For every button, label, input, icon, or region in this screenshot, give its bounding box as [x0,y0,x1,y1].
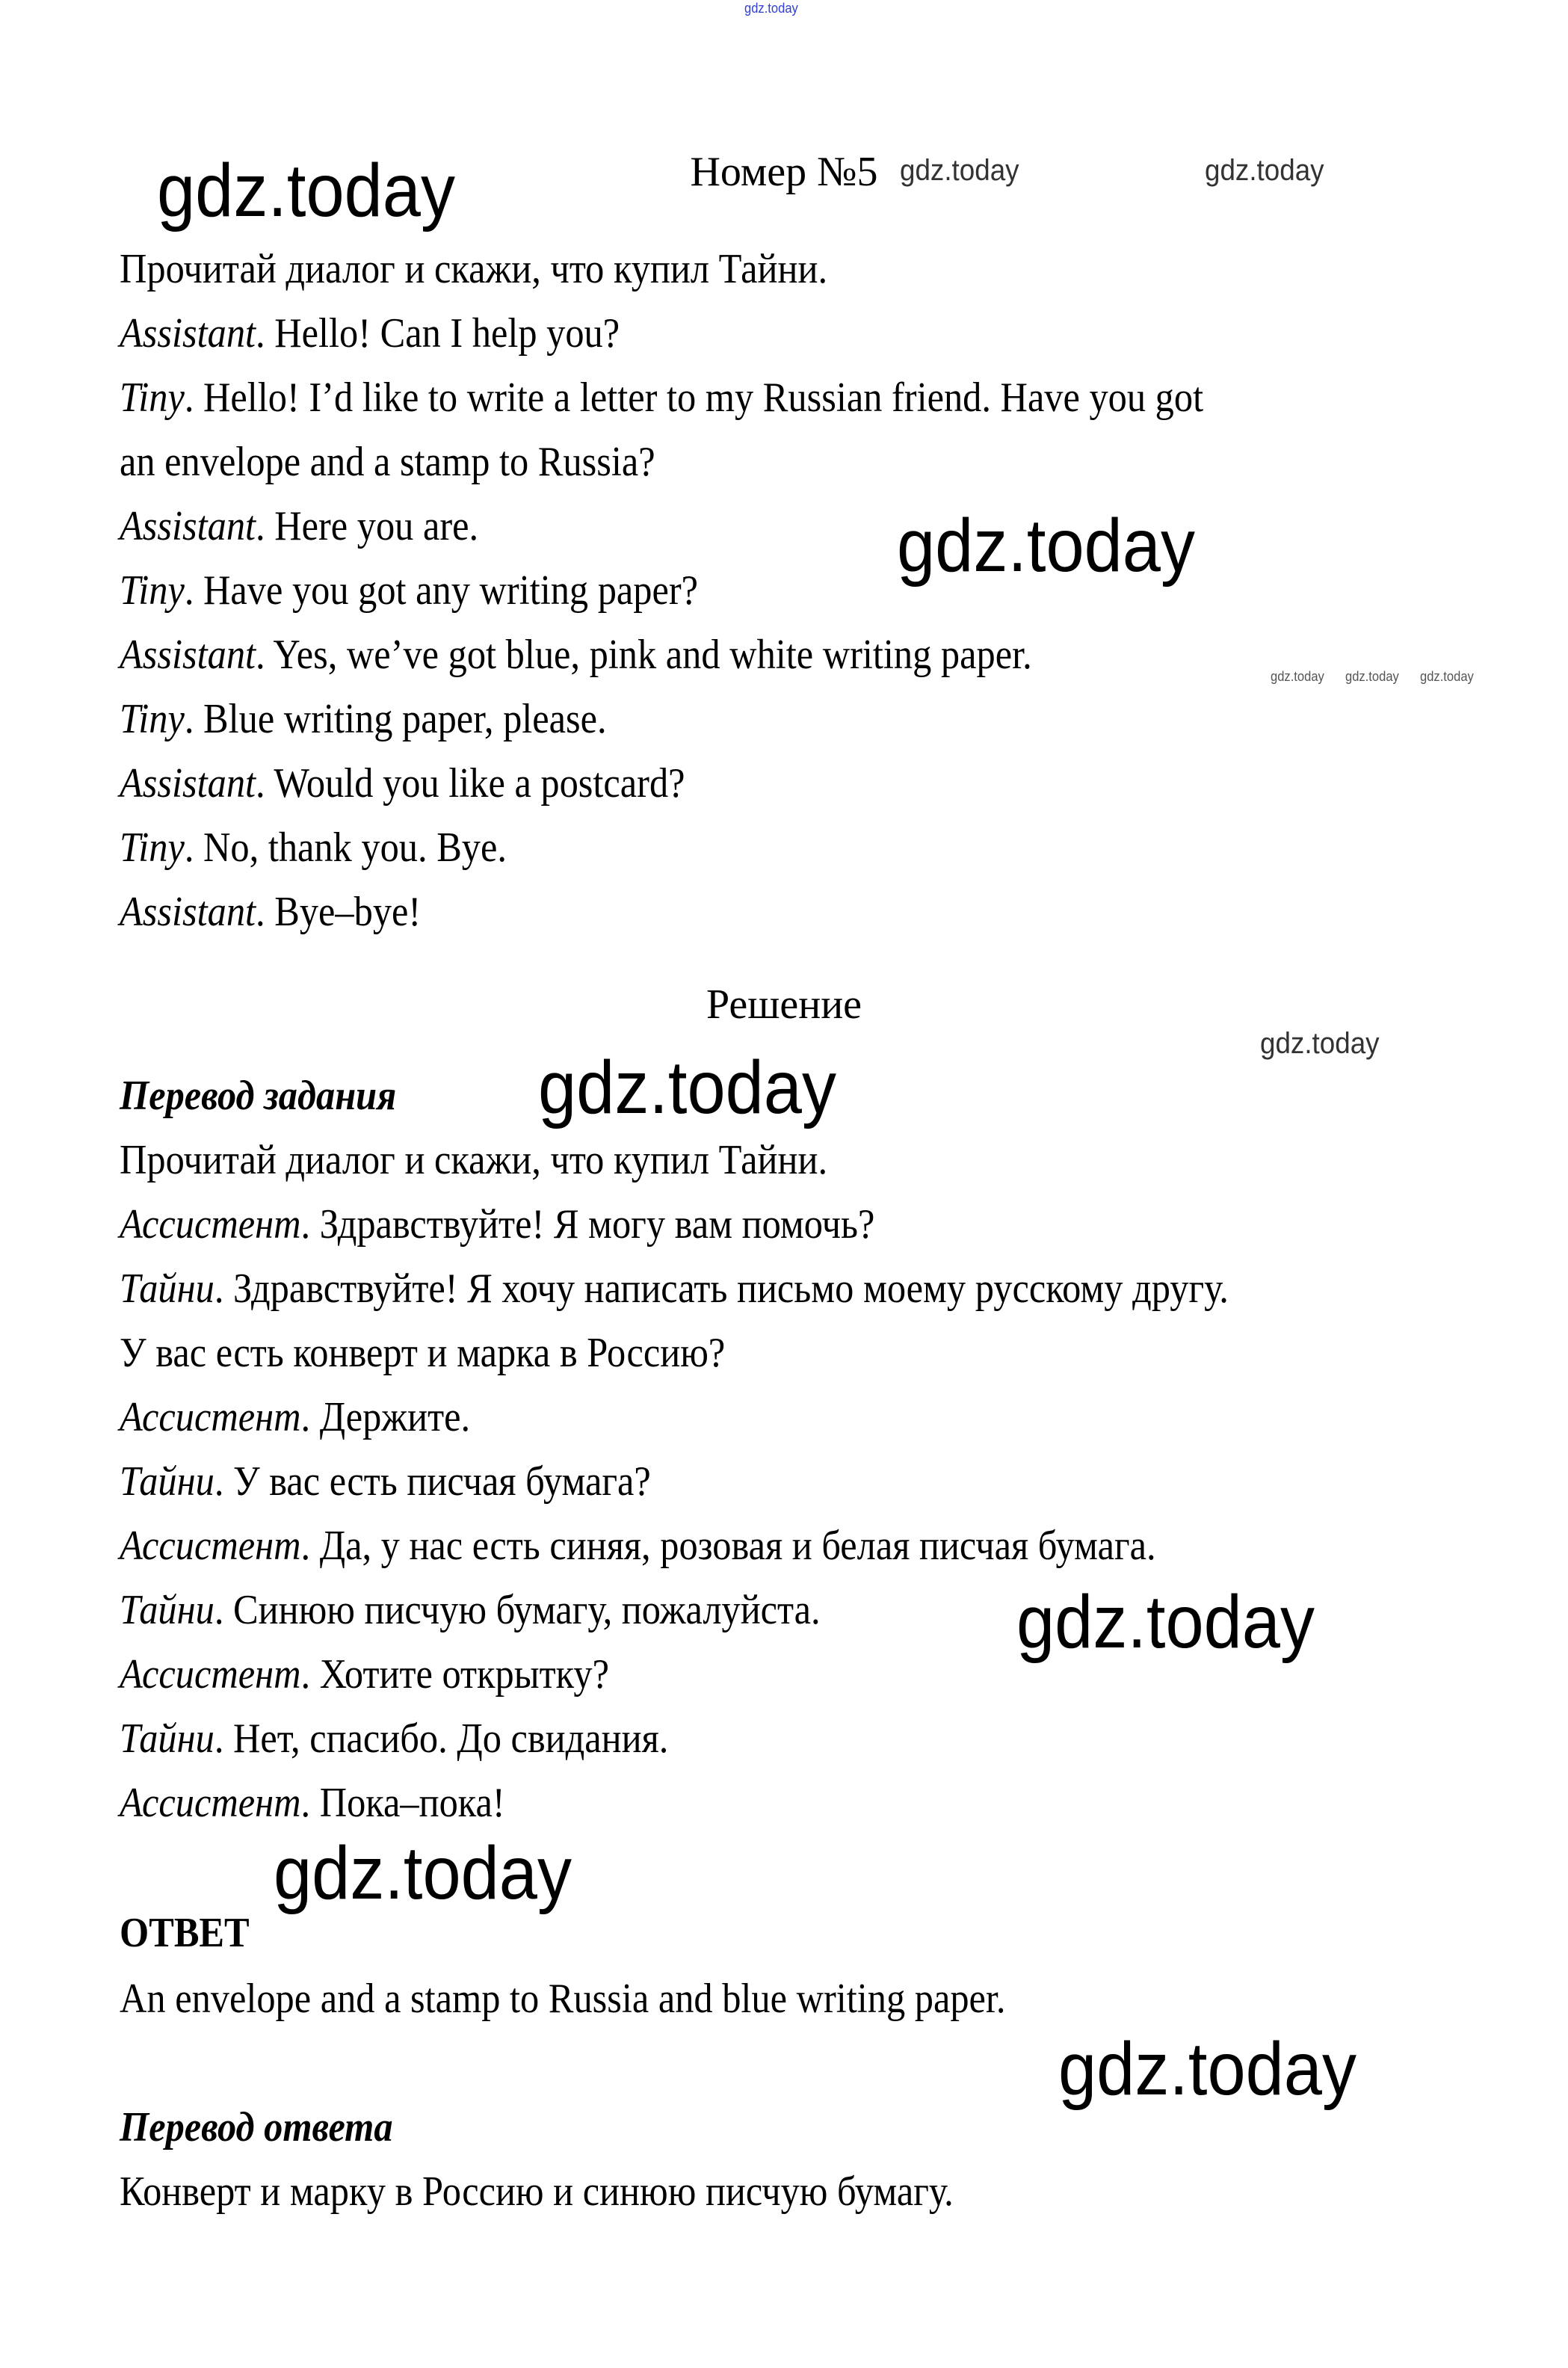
speaker-name: Tiny [120,696,185,742]
watermark: gdz.today [897,504,1195,588]
speaker-name: Tiny [120,374,185,421]
dialogue-line [120,1257,1229,1321]
speaker-name: Assistant [120,503,256,549]
watermark: gdz.today [538,1046,836,1129]
watermark: gdz.today [1260,1027,1380,1060]
dialogue-line [120,687,607,751]
speaker-name: Tiny [120,824,185,871]
line-text: Прочитай диалог и скажи, что купил Тайни. [120,1137,828,1183]
page-title: Номер №5 [690,149,878,195]
solution-title: Решение [706,981,862,1028]
watermark: gdz.today [1058,2027,1356,2111]
line-text: . Hello! Can I help you? [256,310,620,357]
dialogue-line [120,1321,725,1385]
dialogue-line [120,751,685,815]
answer-translation-heading: Перевод ответа [120,2104,393,2150]
line-text: . Here you are. [256,503,479,549]
speaker-name: Тайни [120,1715,214,1762]
dialogue-line [120,1385,470,1449]
speaker-name: Ассистент [120,1780,301,1826]
speaker-name: Assistant [120,632,256,678]
line-text: an envelope and a stamp to Russia? [120,439,655,485]
speaker-name: Assistant [120,889,256,935]
line-text: . No, thank you. Bye. [184,824,507,871]
line-text: . Have you got any writing paper? [184,567,699,614]
speaker-name: Ассистент [120,1523,301,1569]
watermark: gdz.today [157,149,455,232]
line-text: . Здравствуйте! Я могу вам помочь? [300,1201,875,1248]
watermark: gdz.today [1205,154,1324,187]
watermark: gdz.today [1016,1580,1315,1664]
watermark: gdz.today [1345,669,1399,684]
watermark: gdz.today [274,1831,572,1915]
watermark: gdz.today [900,154,1019,187]
line-text: . Would you like a postcard? [256,760,685,807]
watermark-top: gdz.today [744,1,798,16]
answer-translation-text: Конверт и марку в Россию и синюю писчую бумагу. [120,2168,954,2215]
speaker-name: Tiny [120,567,185,614]
speaker-name: Ассистент [120,1201,301,1248]
translation-heading: Перевод задания [120,1073,397,1119]
dialogue-line [120,301,620,366]
line-text: . У вас есть писчая бумага? [214,1458,651,1505]
dialogue-line [120,558,698,623]
dialogue-line [120,1706,668,1771]
speaker-name: Ассистент [120,1651,301,1698]
speaker-name: Тайни [120,1458,214,1505]
line-text: . Bye–bye! [256,889,422,935]
watermark: gdz.today [1271,669,1324,684]
line-text: Прочитай диалог и скажи, что купил Тайни. [120,246,828,292]
dialogue-line [120,1449,651,1514]
line-text: . Yes, we’ve got blue, pink and white writing paper. [256,632,1032,678]
dialogue-line [120,1192,874,1257]
dialogue-line [120,1642,609,1706]
line-text: . Нет, спасибо. До свидания. [214,1715,669,1762]
speaker-name: Ассистент [120,1394,301,1440]
speaker-name: Тайни [120,1587,214,1633]
dialogue-line [120,623,1032,687]
speaker-name: Тайни [120,1265,214,1312]
speaker-name: Assistant [120,760,256,807]
line-text: . Хотите открытку? [300,1651,609,1698]
line-text: . Здравствуйте! Я хочу написать письмо моему русскому другу. [214,1265,1229,1312]
watermark: gdz.today [1420,669,1474,684]
line-text: У вас есть конверт и марка в Россию? [120,1330,726,1376]
line-text: . Да, у нас есть синяя, розовая и белая писчая бумага. [300,1523,1156,1569]
dialogue-line [120,1771,505,1835]
speaker-name: Assistant [120,310,256,357]
dialogue-line [120,494,478,558]
dialogue-line [120,1514,1156,1578]
line-text: . Пока–пока! [300,1780,505,1826]
line-text: . Держите. [300,1394,471,1440]
line-text: . Hello! I’d like to write a letter to my Russian friend. Have you got [184,374,1204,421]
dialogue-line [120,366,1203,430]
dialogue-line [120,430,655,494]
line-text: . Blue writing paper, please. [184,696,607,742]
dialogue-line [120,237,827,301]
dialogue-line [120,815,507,880]
dialogue-line [120,880,421,944]
dialogue-line [120,1128,827,1192]
line-text: . Синюю писчую бумагу, пожалуйста. [214,1587,821,1633]
dialogue-line [120,1578,821,1642]
answer-text: An envelope and a stamp to Russia and blue writing paper. [120,1976,1006,2022]
answer-heading: ОТВЕТ [120,1910,250,1956]
